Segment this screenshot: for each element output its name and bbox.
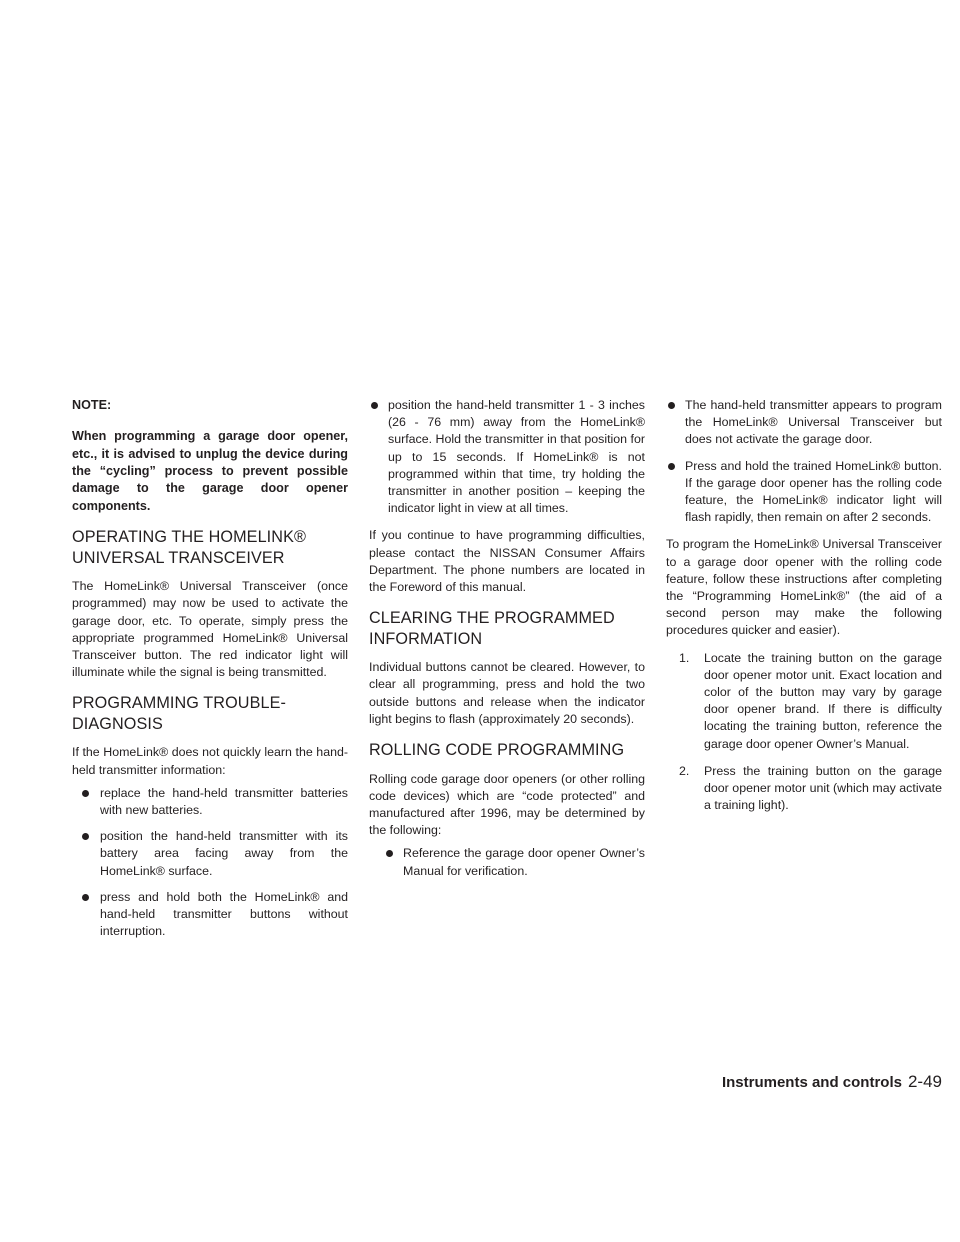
- heading-line: OPERATING THE HOMELINK®: [72, 528, 306, 547]
- list-item-text: position the hand-held transmitter 1 - 3 inches (26 - 76 mm) away from the HomeLink® surface. Hold the transmitter in that position for up to 15 seconds. If HomeLink® is not programmed within that time, try holding the transmitter in another position – keeping the indicator light in view at all times.: [388, 398, 645, 516]
- note-text: When programming a garage door opener, etc., it is advised to unplug the device during the “cycling” process to prevent possible damage to the garage door opener components.: [72, 429, 348, 513]
- clearing-paragraph: Individual buttons cannot be cleared. However, to clear all programming, press and hold the two outside buttons and release when the indicator light begins to flash (approximately 20 seconds).: [369, 660, 645, 726]
- column-right: [666, 397, 942, 824]
- bullet-icon: [82, 833, 89, 840]
- list-item: [369, 397, 645, 517]
- list-item: [72, 785, 348, 819]
- column-left: [72, 397, 348, 950]
- bullet-icon: [668, 402, 675, 409]
- bullet-icon: [668, 463, 675, 470]
- bullet-icon: [371, 402, 378, 409]
- list-item-text: Reference the garage door opener Owner’s Manual for verification.: [403, 846, 645, 878]
- list-item-text: The hand-held transmitter appears to program the HomeLink® Universal Transceiver but does not activate the garage door.: [685, 398, 942, 447]
- step-text: Press the training button on the garage door opener motor unit (which may activate a training light).: [704, 763, 942, 813]
- step-item: [666, 650, 942, 753]
- list-item: [666, 458, 942, 527]
- heading-line: PROGRAMMING TROUBLE-: [72, 694, 286, 713]
- trouble-bullet-list-continued: [369, 397, 645, 517]
- step-item: [666, 763, 942, 815]
- column-middle: [369, 397, 645, 890]
- step-number: 1.: [679, 650, 690, 665]
- heading-line: INFORMATION: [369, 629, 483, 648]
- heading-line: CLEARING THE PROGRAMMED: [369, 609, 615, 628]
- operating-paragraph: The HomeLink® Universal Transceiver (once programmed) may now be used to activate the garage door, etc. To operate, simply press the appropriate programmed HomeLink® Universal Transceiver button. The red indicator light will illuminate while the signal is being transmitted.: [72, 579, 348, 680]
- list-item: [666, 397, 942, 449]
- heading-clearing-programmed-information: [369, 608, 645, 649]
- trouble-bullet-list: [72, 785, 348, 941]
- list-item-text: position the hand-held transmitter with its battery area facing away from the HomeLink® surface.: [100, 829, 348, 878]
- step-text: Locate the training button on the garage door opener motor unit. Exact location and color of the button may vary by garage door opener brand. If there is difficulty locating the training button, reference the garage door opener Owner’s Manual.: [704, 650, 942, 751]
- step-number: 2.: [679, 763, 690, 778]
- bullet-icon: [386, 850, 393, 857]
- heading-operating-homelink: [72, 527, 348, 568]
- footer-section-title: Instruments and controls: [721, 1074, 902, 1091]
- program-rolling-code-paragraph: To program the HomeLink® Universal Transceiver to a garage door opener with the rolling code feature, follow these instructions after completing the “Programming HomeLink®” (the aid of a second person may make the following procedures quicker and easier).: [666, 537, 942, 638]
- list-item-text: Press and hold the trained HomeLink® button. If the garage door opener has the rolling code feature, the HomeLink® indicator light will flash rapidly, then remain on after 2 seconds.: [685, 458, 942, 525]
- bullet-icon: [82, 894, 89, 901]
- trouble-intro-paragraph: If the HomeLink® does not quickly learn the hand-held transmitter information:: [72, 745, 348, 777]
- difficulties-paragraph: If you continue to have programming difficulties, please contact the NISSAN Consumer Affairs Department. The phone numbers are located in the Foreword of this manual.: [369, 528, 645, 595]
- rolling-paragraph: Rolling code garage door openers (or other rolling code devices) which are “code protected” and manufactured after 1996, may be determined by the following:: [369, 771, 645, 838]
- list-item: [369, 845, 645, 879]
- bullet-icon: [82, 790, 89, 797]
- heading-rolling-code-programming: ROLLING CODE PROGRAMMING: [369, 741, 625, 760]
- heading-line: UNIVERSAL TRANSCEIVER: [72, 548, 285, 567]
- rolling-bullet-list-continued: [666, 397, 942, 526]
- rolling-bullet-list: [369, 845, 645, 879]
- page-footer: [722, 1073, 942, 1092]
- list-item: [72, 828, 348, 880]
- heading-programming-troublediagnosis: [72, 693, 348, 734]
- note-label: NOTE:: [72, 398, 112, 412]
- list-item-text: press and hold both the HomeLink® and hand-held transmitter buttons without interruption.: [100, 889, 348, 939]
- heading-line: DIAGNOSIS: [72, 714, 163, 733]
- list-item-text: replace the hand-held transmitter batteries with new batteries.: [100, 785, 348, 818]
- steps-list: [666, 650, 942, 815]
- list-item: [72, 889, 348, 941]
- page-number: 2-49: [907, 1072, 942, 1091]
